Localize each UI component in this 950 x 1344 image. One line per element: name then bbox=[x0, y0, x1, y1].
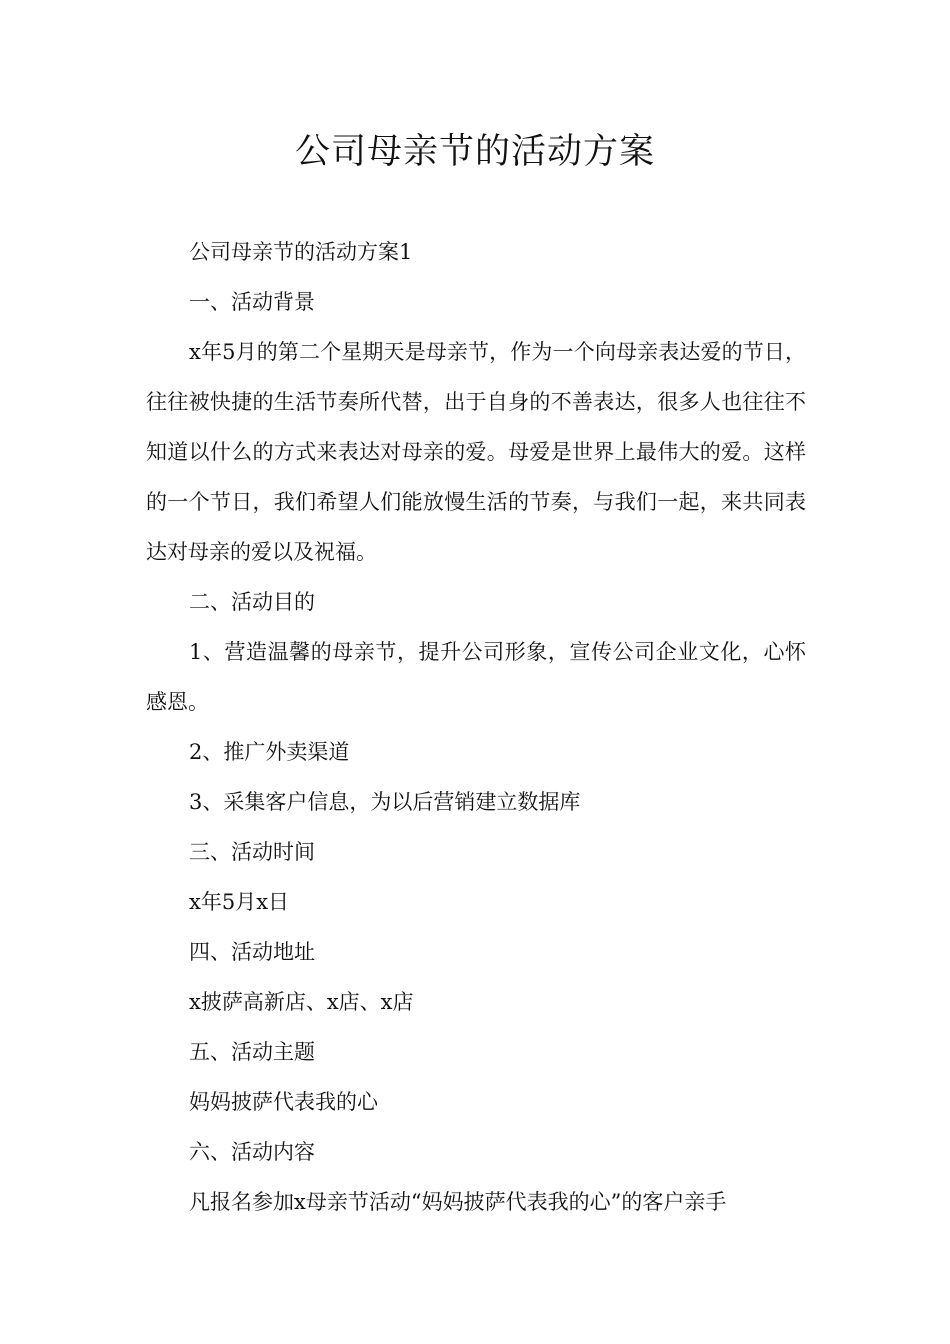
purpose-item-3: 3、采集客户信息，为以后营销建立数据库 bbox=[189, 790, 581, 814]
section-heading-time: 三、活动时间 bbox=[189, 840, 315, 864]
paragraph-background: x年5月的第二个星期天是母亲节，作为一个向母亲表达爱的节日，往往被快捷的生活节奏所代替，出于自身的不善表达，很多人也往往不知道以什么的方式来表达对母亲的爱。母爱是世界上最伟大的爱。这样的一个节日，我们希望人们能放慢生活的节奏，与我们一起，来共同表达对母亲的爱以及祝福。 bbox=[146, 340, 806, 564]
doc-subtitle: 公司母亲节的活动方案1 bbox=[189, 240, 413, 264]
paragraph-time: x年5月x日 bbox=[189, 890, 290, 914]
purpose-item-2: 2、推广外卖渠道 bbox=[189, 740, 350, 764]
section-heading-background: 一、活动背景 bbox=[189, 290, 315, 314]
paragraph-theme: 妈妈披萨代表我的心 bbox=[189, 1090, 378, 1114]
purpose-item-1: 1、营造温馨的母亲节，提升公司形象，宣传公司企业文化，心怀感恩。 bbox=[146, 640, 806, 714]
document-body bbox=[146, 227, 806, 1227]
section-heading-location: 四、活动地址 bbox=[189, 940, 315, 964]
section-heading-theme: 五、活动主题 bbox=[189, 1040, 315, 1064]
section-heading-purpose: 二、活动目的 bbox=[189, 590, 315, 614]
paragraph-location: x披萨高新店、x店、x店 bbox=[189, 990, 414, 1014]
paragraph-content: 凡报名参加x母亲节活动“妈妈披萨代表我的心”的客户亲手 bbox=[189, 1190, 727, 1214]
document-title: 公司母亲节的活动方案 bbox=[294, 132, 655, 172]
section-heading-content: 六、活动内容 bbox=[189, 1140, 315, 1164]
